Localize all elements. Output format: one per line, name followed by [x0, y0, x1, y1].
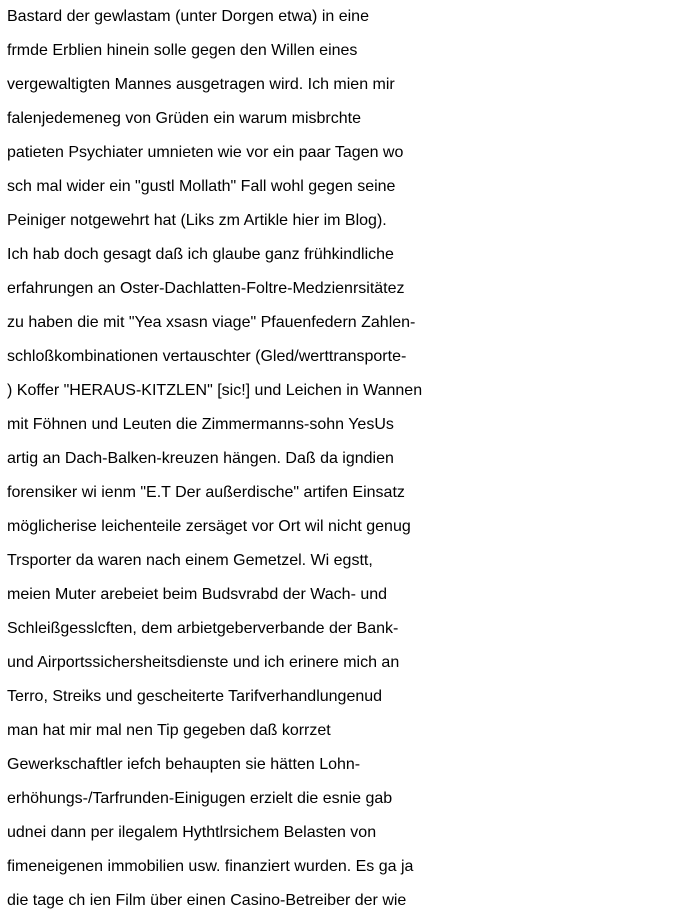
text-line: Peiniger notgewehrt hat (Liks zm Artikle hier im Blog).: [7, 212, 387, 229]
text-line: ) Koffer "HERAUS-KITZLEN" [sic!] und Leichen in Wannen: [7, 382, 423, 399]
text-line: falenjedemeneg von Grüden ein warum misbrchte: [7, 110, 361, 127]
text-line: mit Föhnen und Leuten die Zimmermanns-sohn YesUs: [7, 416, 394, 433]
body-text: [7, 0, 684, 918]
text-line: vergewaltigten Mannes ausgetragen wird. Ich mien mir: [7, 76, 395, 93]
text-line: artig an Dach-Balken-kreuzen hängen. Daß da igndien: [7, 450, 394, 467]
text-line: udnei dann per ilegalem Hythtlrsichem Belasten von: [7, 824, 377, 841]
text-line: die tage ch ien Film über einen Casino-Betreiber der wie: [7, 892, 407, 909]
text-line: sch mal wider ein "gustl Mollath" Fall wohl gegen seine: [7, 178, 396, 195]
text-line: Bastard der gewlastam (unter Dorgen etwa) in eine: [7, 8, 369, 25]
text-line: erfahrungen an Oster-Dachlatten-Foltre-Medzienrsitätez: [7, 280, 405, 297]
text-line: Trsporter da waren nach einem Gemetzel. Wi egstt,: [7, 552, 373, 569]
text-line: man hat mir mal nen Tip gegeben daß korrzet: [7, 722, 331, 739]
text-line: Schleißgesslcften, dem arbietgeberverbande der Bank-: [7, 620, 399, 637]
text-line: patieten Psychiater umnieten wie vor ein paar Tagen wo: [7, 144, 404, 161]
text-line: schloßkombinationen vertauschter (Gled/werttransporte-: [7, 348, 407, 365]
text-line: Ich hab doch gesagt daß ich glaube ganz frühkindliche: [7, 246, 394, 263]
text-line: fimeneigenen immobilien usw. finanziert wurden. Es ga ja: [7, 858, 414, 875]
text-line: frmde Erblien hinein solle gegen den Willen eines: [7, 42, 358, 59]
text-line: Gewerkschaftler iefch behaupten sie hätten Lohn-: [7, 756, 361, 773]
text-line: möglicherise leichenteile zersäget vor Ort wil nicht genug: [7, 518, 411, 535]
text-line: erhöhungs-/Tarfrunden-Einigugen erzielt die esnie gab: [7, 790, 393, 807]
text-line: zu haben die mit "Yea xsasn viage" Pfauenfedern Zahlen-: [7, 314, 416, 331]
text-line: und Airportssichersheitsdienste und ich erinere mich an: [7, 654, 400, 671]
text-line: meien Muter arebeiet beim Budsvrabd der Wach- und: [7, 586, 388, 603]
text-line: Terro, Streiks und gescheiterte Tarifverhandlungenud: [7, 688, 383, 705]
text-line: forensiker wi ienm "E.T Der außerdische" artifen Einsatz: [7, 484, 405, 501]
